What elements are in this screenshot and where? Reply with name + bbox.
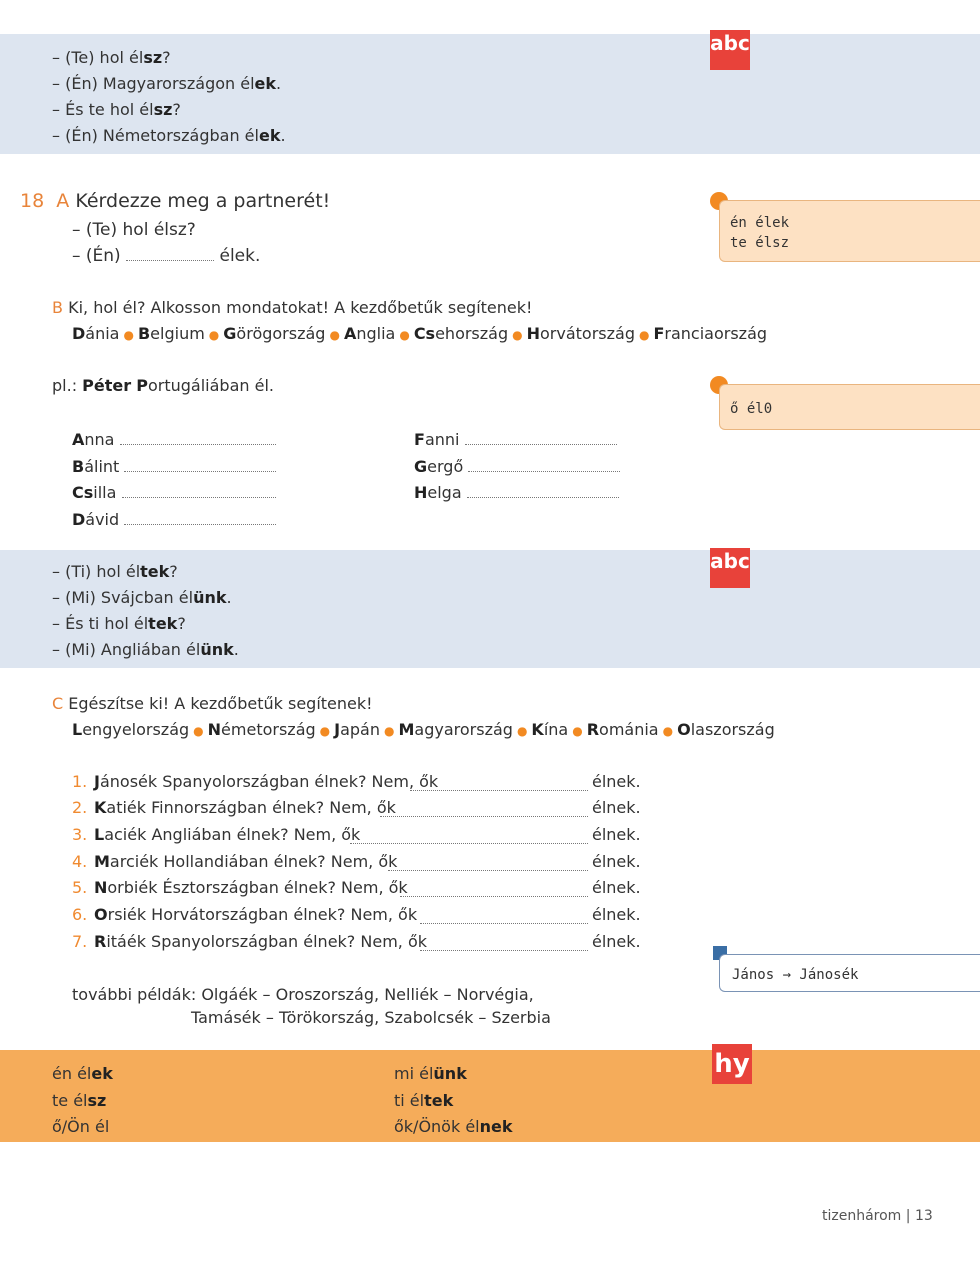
item-3: 3. Laciék Angliában élnek? Nem, ők bbox=[72, 825, 361, 844]
conj-mi: mi élünk bbox=[394, 1064, 467, 1083]
mid-dialog-line-1: – (Ti) hol éltek? bbox=[52, 562, 178, 581]
name-row-gergo: Gergő bbox=[414, 457, 620, 476]
name-row-fanni: Fanni bbox=[414, 430, 617, 449]
answer-blank[interactable] bbox=[120, 432, 276, 445]
note-en-elek: én élek te élsz bbox=[719, 200, 980, 262]
answer-blank[interactable] bbox=[124, 512, 276, 525]
hy-badge: hy bbox=[712, 1044, 752, 1084]
top-dialog-line-4: – (Én) Németországban élek. bbox=[52, 126, 286, 145]
top-dialog-line-2: – (Én) Magyarországon élek. bbox=[52, 74, 282, 93]
name-row-balint: Bálint bbox=[72, 457, 276, 476]
more-examples-1: további példák: Olgáék – Oroszország, Nelliék – Norvégia, bbox=[72, 985, 534, 1004]
name-row-david: Dávid bbox=[72, 510, 276, 529]
answer-blank[interactable] bbox=[410, 778, 588, 791]
conj-ti: ti éltek bbox=[394, 1091, 454, 1110]
exercise-18-header: 18 A Kérdezze meg a partnerét! bbox=[20, 190, 331, 212]
item-3-end: élnek. bbox=[592, 825, 641, 844]
mid-dialog-line-4: – (Mi) Angliában élünk. bbox=[52, 640, 239, 659]
item-4: 4. Marciék Hollandiában élnek? Nem, ők bbox=[72, 852, 398, 871]
name-row-helga: Helga bbox=[414, 483, 619, 502]
abc-badge-mid: abc bbox=[710, 548, 750, 588]
countries-c: Lengyelország ● Németország ● Japán ● Magyarország ● Kína ● Románia ● Olaszország bbox=[72, 720, 775, 739]
countries-b: Dánia ● Belgium ● Görögország ● Anglia ● Csehország ● Horvátország ● Franciaország bbox=[72, 324, 768, 343]
part-c-title: C Egészítse ki! A kezdőbetűk segítenek! bbox=[52, 694, 373, 713]
answer-blank[interactable] bbox=[124, 459, 276, 472]
answer-blank[interactable] bbox=[350, 831, 588, 844]
more-examples-2: Tamásék – Törökország, Szabolcsék – Szerbia bbox=[191, 1008, 551, 1027]
answer-blank[interactable] bbox=[468, 459, 620, 472]
answer-blank[interactable] bbox=[420, 938, 588, 951]
conj-en: én élek bbox=[52, 1064, 113, 1083]
item-6-end: élnek. bbox=[592, 905, 641, 924]
item-5-end: élnek. bbox=[592, 878, 641, 897]
answer-blank[interactable] bbox=[122, 485, 276, 498]
top-dialog-line-3: – És te hol élsz? bbox=[52, 100, 181, 119]
item-4-end: élnek. bbox=[592, 852, 641, 871]
note-o-el: ő él0 bbox=[719, 384, 980, 430]
q1: – (Te) hol élsz? bbox=[72, 220, 196, 240]
answer-blank[interactable] bbox=[380, 804, 588, 817]
note-janosek: János → Jánosék bbox=[719, 954, 980, 992]
top-dialog-line-1: – (Te) hol élsz? bbox=[52, 48, 171, 67]
mid-dialog-line-3: – És ti hol éltek? bbox=[52, 614, 186, 633]
name-row-csilla: Csilla bbox=[72, 483, 276, 502]
item-5: 5. Norbiék Észtországban élnek? Nem, ők bbox=[72, 878, 408, 897]
answer-blank[interactable] bbox=[467, 485, 619, 498]
example-line: pl.: Péter Portugáliában él. bbox=[52, 376, 274, 395]
item-1-end: élnek. bbox=[592, 772, 641, 791]
mid-dialog-line-2: – (Mi) Svájcban élünk. bbox=[52, 588, 232, 607]
item-7: 7. Ritáék Spanyolországban élnek? Nem, ők bbox=[72, 932, 427, 951]
name-row-anna: Anna bbox=[72, 430, 276, 449]
item-2: 2. Katiék Finnországban élnek? Nem, ők bbox=[72, 798, 396, 817]
answer-blank[interactable] bbox=[420, 911, 588, 924]
item-2-end: élnek. bbox=[592, 798, 641, 817]
abc-badge-top: abc bbox=[710, 30, 750, 70]
conj-ok: ők/Önök élnek bbox=[394, 1117, 513, 1136]
conj-o: ő/Ön él bbox=[52, 1117, 110, 1136]
item-7-end: élnek. bbox=[592, 932, 641, 951]
page-footer: tizenhárom | 13 bbox=[822, 1208, 933, 1224]
answer-blank[interactable] bbox=[465, 432, 617, 445]
conj-te: te élsz bbox=[52, 1091, 107, 1110]
answer-blank[interactable] bbox=[126, 248, 214, 261]
q2: – (Én) élek. bbox=[72, 246, 261, 266]
answer-blank[interactable] bbox=[400, 884, 588, 897]
answer-blank[interactable] bbox=[388, 858, 588, 871]
item-1: 1. Jánosék Spanyolországban élnek? Nem, ők bbox=[72, 772, 439, 791]
part-b-title: B Ki, hol él? Alkosson mondatokat! A kezdőbetűk segítenek! bbox=[52, 298, 533, 317]
item-6: 6. Orsiék Horvátországban élnek? Nem, ők bbox=[72, 905, 418, 924]
